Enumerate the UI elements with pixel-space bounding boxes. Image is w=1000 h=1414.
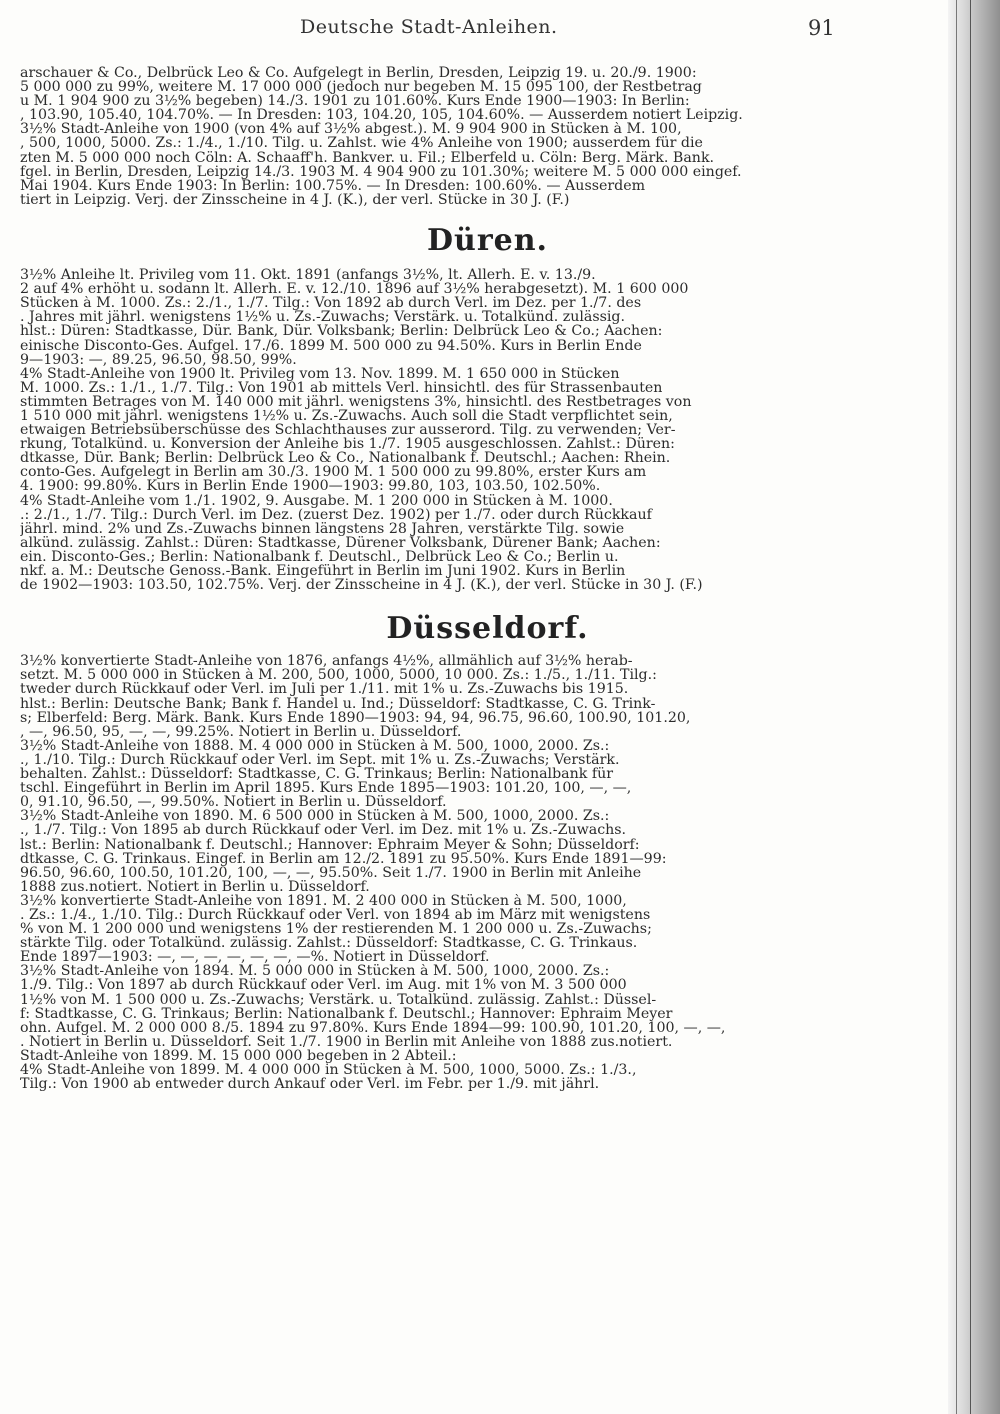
text-line: nkf. a. M.: Deutsche Genoss.-Bank. Eingeführt in Berlin im Juni 1902. Kurs in Berlin	[20, 564, 626, 579]
bond-entry	[0, 122, 855, 207]
text-line: 2 auf 4% erhöht u. sodann lt. Allerh. E. v. 12./10. 1896 auf 3½% herabgesetzt). M. 1 600 000	[20, 282, 689, 297]
text-line: 1./9. Tilg.: Von 1897 ab durch Rückkauf oder Verl. im Aug. mit 1% von M. 3 500 000	[20, 978, 627, 993]
text-line: M. 1000. Zs.: 1./1., 1./7. Tilg.: Von 1901 ab mittels Verl. hinsichtl. des für Strassenbauten	[20, 380, 663, 395]
text-line: . Notiert in Berlin u. Düsseldorf. Seit 1./7. 1900 in Berlin mit Anleihe von 1888 zus.notiert.	[20, 1034, 673, 1049]
text-line: 4% Stadt-Anleihe von 1900 lt. Privileg vom 13. Nov. 1899. M. 1 650 000 in Stücken	[20, 366, 620, 381]
text-line: 3½% Stadt-Anleihe von 1890. M. 6 500 000 in Stücken à M. 500, 1000, 2000. Zs.:	[20, 809, 610, 824]
text-line: jährl. mind. 2% und Zs.-Zuwachs binnen längstens 28 Jahren, verstärkte Tilg. sowie	[20, 521, 625, 536]
text-line: 3½% Stadt-Anleihe von 1894. M. 5 000 000 in Stücken à M. 500, 1000, 2000. Zs.:	[20, 964, 610, 979]
bond-entry	[0, 66, 855, 122]
text-line: 3½% Stadt-Anleihe von 1900 (von 4% auf 3½% abgest.). M. 9 904 900 in Stücken à M. 100,	[20, 122, 682, 137]
text-line: , 500, 1000, 5000. Zs.: 1./4., 1./10. Tilg. u. Zahlst. wie 4% Anleihe von 1900; ausserdem für die	[20, 136, 703, 151]
text-line: Mai 1904. Kurs Ende 1903: In Berlin: 100.75%. — In Dresden: 100.60%. — Ausserdem	[20, 178, 646, 193]
city-heading: Düren.	[427, 222, 548, 258]
text-line: 0, 91.10, 96.50, —, 99.50%. Notiert in Berlin u. Düsseldorf.	[20, 795, 447, 810]
text-line: setzt. M. 5 000 000 in Stücken à M. 200, 500, 1000, 5000, 10 000. Zs.: 1./5., 1./11. Tilg.:	[20, 668, 657, 683]
text-line: ., 1./10. Tilg.: Durch Rückkauf oder Verl. im Sept. mit 1% u. Zs.-Zuwachs; Verstärk.	[20, 752, 620, 768]
text-line: 9—1903: —, 89.25, 96.50, 98.50, 99%.	[20, 352, 297, 367]
bond-entry	[0, 1063, 855, 1091]
gutter-line	[970, 0, 971, 1414]
bond-entry	[0, 739, 855, 809]
text-line: tiert in Leipzig. Verj. der Zinsscheine in 4 J. (K.), der verl. Stücke in 30 J. (F.)	[20, 192, 570, 207]
bond-entry	[0, 367, 855, 494]
gutter-line	[956, 0, 957, 1414]
bond-entry	[0, 1049, 855, 1063]
text-line: conto-Ges. Aufgelegt in Berlin am 30./3. 1900 M. 1 500 000 zu 99.80%, erster Kurs am	[20, 465, 647, 480]
page-gutter-shadow	[948, 0, 1000, 1414]
text-line: 3½% konvertierte Stadt-Anleihe von 1891. M. 2 400 000 in Stücken à M. 500, 1000,	[20, 893, 627, 908]
city-heading: Düsseldorf.	[386, 611, 589, 647]
text-line: zten M. 5 000 000 noch Cöln: A. Schaaff'h. Bankver. u. Fil.; Elberfeld u. Cöln: Berg. Märk. Bank.	[20, 150, 715, 165]
text-line: rkung, Totalkünd. u. Konversion der Anleihe bis 1./7. 1905 ausgeschlossen. Zahlst.: Düren:	[20, 437, 675, 452]
text-line: hlst.: Berlin: Deutsche Bank; Bank f. Handel u. Ind.; Düsseldorf: Stadtkasse, C. G. Trink-	[20, 696, 656, 711]
text-line: Stücken à M. 1000. Zs.: 2./1., 1./7. Tilg.: Von 1892 ab durch Verl. im Dez. per 1./7. des	[20, 296, 642, 311]
page-body	[0, 66, 855, 1091]
text-line: 4% Stadt-Anleihe von 1899. M. 4 000 000 in Stücken à M. 500, 1000, 5000. Zs.: 1./3.,	[20, 1063, 637, 1078]
page-number: 91	[808, 16, 835, 40]
text-line: dtkasse, C. G. Trinkaus. Eingef. in Berlin am 12./2. 1891 zu 95.50%. Kurs Ende 1891—99:	[20, 851, 667, 866]
text-line: . Jahres mit jährl. wenigstens 1½% u. Zs.-Zuwachs; Verstärk. u. Totalkünd. zulässig.	[20, 310, 626, 325]
text-line: einische Disconto-Ges. Aufgel. 17./6. 1899 M. 500 000 zu 94.50%. Kurs in Berlin Ende	[20, 338, 642, 353]
text-line: ., 1./7. Tilg.: Von 1895 ab durch Rückkauf oder Verl. im Dez. mit 1% u. Zs.-Zuwachs.	[20, 823, 627, 838]
text-line: dtkasse, Dür. Bank; Berlin: Delbrück Leo & Co., Nationalbank f. Deutschl.; Aachen: Rhein.	[20, 451, 671, 466]
text-line: , —, 96.50, 95, —, —, 99.25%. Notiert in Berlin u. Düsseldorf.	[20, 724, 462, 739]
bond-entry	[0, 494, 855, 593]
text-line: Tilg.: Von 1900 ab entweder durch Ankauf oder Verl. im Febr. per 1./9. mit jährl.	[20, 1077, 600, 1092]
text-line: 4. 1900: 99.80%. Kurs in Berlin Ende 1900—1903: 99.80, 103, 103.50, 102.50%.	[20, 479, 601, 494]
text-line: % von M. 1 200 000 und wenigstens 1% der restierenden M. 1 200 000 u. Zs.-Zuwachs;	[20, 922, 652, 937]
text-line: 3½% konvertierte Stadt-Anleihe von 1876, anfangs 4½%, allmählich auf 3½% herab-	[20, 654, 633, 669]
text-line: Stadt-Anleihe von 1899. M. 15 000 000 begeben in 2 Abteil.:	[20, 1048, 457, 1063]
text-line: ein. Disconto-Ges.; Berlin: Nationalbank f. Deutschl., Delbrück Leo & Co.; Berlin u.	[20, 549, 619, 564]
text-line: 3½% Anleihe lt. Privileg vom 11. Okt. 1891 (anfangs 3½%, lt. Allerh. E. v. 13./9.	[20, 268, 596, 283]
text-line: arschauer & Co., Delbrück Leo & Co. Aufgelegt in Berlin, Dresden, Leipzig 19. u. 20./9. 1900:	[20, 66, 697, 81]
page-header	[0, 16, 948, 44]
text-line: tweder durch Rückkauf oder Verl. im Juli per 1./11. mit 1% u. Zs.-Zuwachs bis 1915.	[20, 682, 629, 697]
text-line: u M. 1 904 900 zu 3½% begeben) 14./3. 1901 zu 101.60%. Kurs Ende 1900—1903: In Berlin:	[20, 94, 690, 109]
text-line: alkünd. zulässig. Zahlst.: Düren: Stadtkasse, Dürener Volksbank, Dürener Bank; Aachen:	[20, 535, 661, 550]
text-line: s; Elberfeld: Berg. Märk. Bank. Kurs Ende 1890—1903: 94, 94, 96.75, 96.60, 100.90, 101.20,	[20, 710, 691, 725]
text-line: stärkte Tilg. oder Totalkünd. zulässig. Zahlst.: Düsseldorf: Stadtkasse, C. G. Trinkaus.	[20, 936, 638, 951]
text-line: Ende 1897—1903: —, —, —, —, —, —, —%. Notiert in Düsseldorf.	[20, 950, 490, 965]
text-line: lst.: Berlin: Nationalbank f. Deutschl.; Hannover: Ephraim Meyer & Sohn; Düsseldorf:	[20, 837, 640, 852]
text-line: hlst.: Düren: Stadtkasse, Dür. Bank, Dür. Volksbank; Berlin: Delbrück Leo & Co.; Aachen:	[20, 324, 663, 339]
text-line: 3½% Stadt-Anleihe von 1888. M. 4 000 000 in Stücken à M. 500, 1000, 2000. Zs.:	[20, 738, 610, 753]
text-line: , 103.90, 105.40, 104.70%. — In Dresden: 103, 104.20, 105, 104.60%. — Ausserdem notiert Leipzig.	[20, 108, 743, 123]
running-head: Deutsche Stadt-Anleihen.	[300, 16, 558, 38]
bond-entry	[0, 964, 855, 1049]
text-line: 1 510 000 mit jährl. wenigstens 1½% u. Zs.-Zuwachs. Auch soll die Stadt verpflichtet sein,	[20, 408, 673, 424]
text-line: 4% Stadt-Anleihe vom 1./1. 1902, 9. Ausgabe. M. 1 200 000 in Stücken à M. 1000.	[20, 493, 613, 508]
text-line: etwaigen Betriebsüberschüsse des Schlachthauses zur ausserord. Tilg. zu verwenden; Ver-	[20, 423, 676, 438]
bond-entry	[0, 809, 855, 894]
text-line: fgel. in Berlin, Dresden, Leipzig 14./3. 1903 M. 4 904 900 zu 101.30%; weitere M. 5 000 000 eingef.	[20, 164, 742, 179]
text-line: 5 000 000 zu 99%, weitere M. 17 000 000 (jedoch nur begeben M. 15 095 100, der Restbetrag	[20, 80, 702, 95]
text-line: 1888 zus.notiert. Notiert in Berlin u. Düsseldorf.	[20, 879, 370, 894]
text-line: . Zs.: 1./4., 1./10. Tilg.: Durch Rückkauf oder Verl. von 1894 ab im März mit wenigstens	[20, 907, 651, 923]
text-line: f: Stadtkasse, C. G. Trinkaus; Berlin: Nationalbank f. Deutschl.; Hannover: Ephraim Meyer	[20, 1006, 673, 1021]
text-line: 1½% von M. 1 500 000 u. Zs.-Zuwachs; Verstärk. u. Totalkünd. zulässig. Zahlst.: Düssel-	[20, 992, 657, 1007]
text-line: behalten. Zahlst.: Düsseldorf: Stadtkasse, C. G. Trinkaus; Berlin: Nationalbank für	[20, 767, 614, 782]
text-line: 96.50, 96.60, 100.50, 101.20, 100, —, —, 95.50%. Seit 1./7. 1900 in Berlin mit Anleihe	[20, 865, 642, 880]
text-line: de 1902—1903: 103.50, 102.75%. Verj. der Zinsscheine in 4 J. (K.), der verl. Stücke in 30 J. (F.)	[20, 578, 703, 593]
text-line: .: 2./1., 1./7. Tilg.: Durch Verl. im Dez. (zuerst Dez. 1902) per 1./7. oder durch Rückkauf	[20, 507, 652, 522]
text-line: tschl. Eingeführt in Berlin im April 1895. Kurs Ende 1895—1903: 101.20, 100, —, —,	[20, 781, 632, 796]
bond-entry	[0, 268, 855, 367]
text-line: ohn. Aufgel. M. 2 000 000 8./5. 1894 zu 97.80%. Kurs Ende 1894—99: 100.90, 101.20, 100, —, —,	[20, 1020, 726, 1035]
bond-entry	[0, 894, 855, 964]
text-line: stimmten Betrages von M. 140 000 mit jährl. wenigstens 3%, hinsichtl. des Restbetrages von	[20, 394, 692, 409]
bond-entry	[0, 654, 855, 739]
